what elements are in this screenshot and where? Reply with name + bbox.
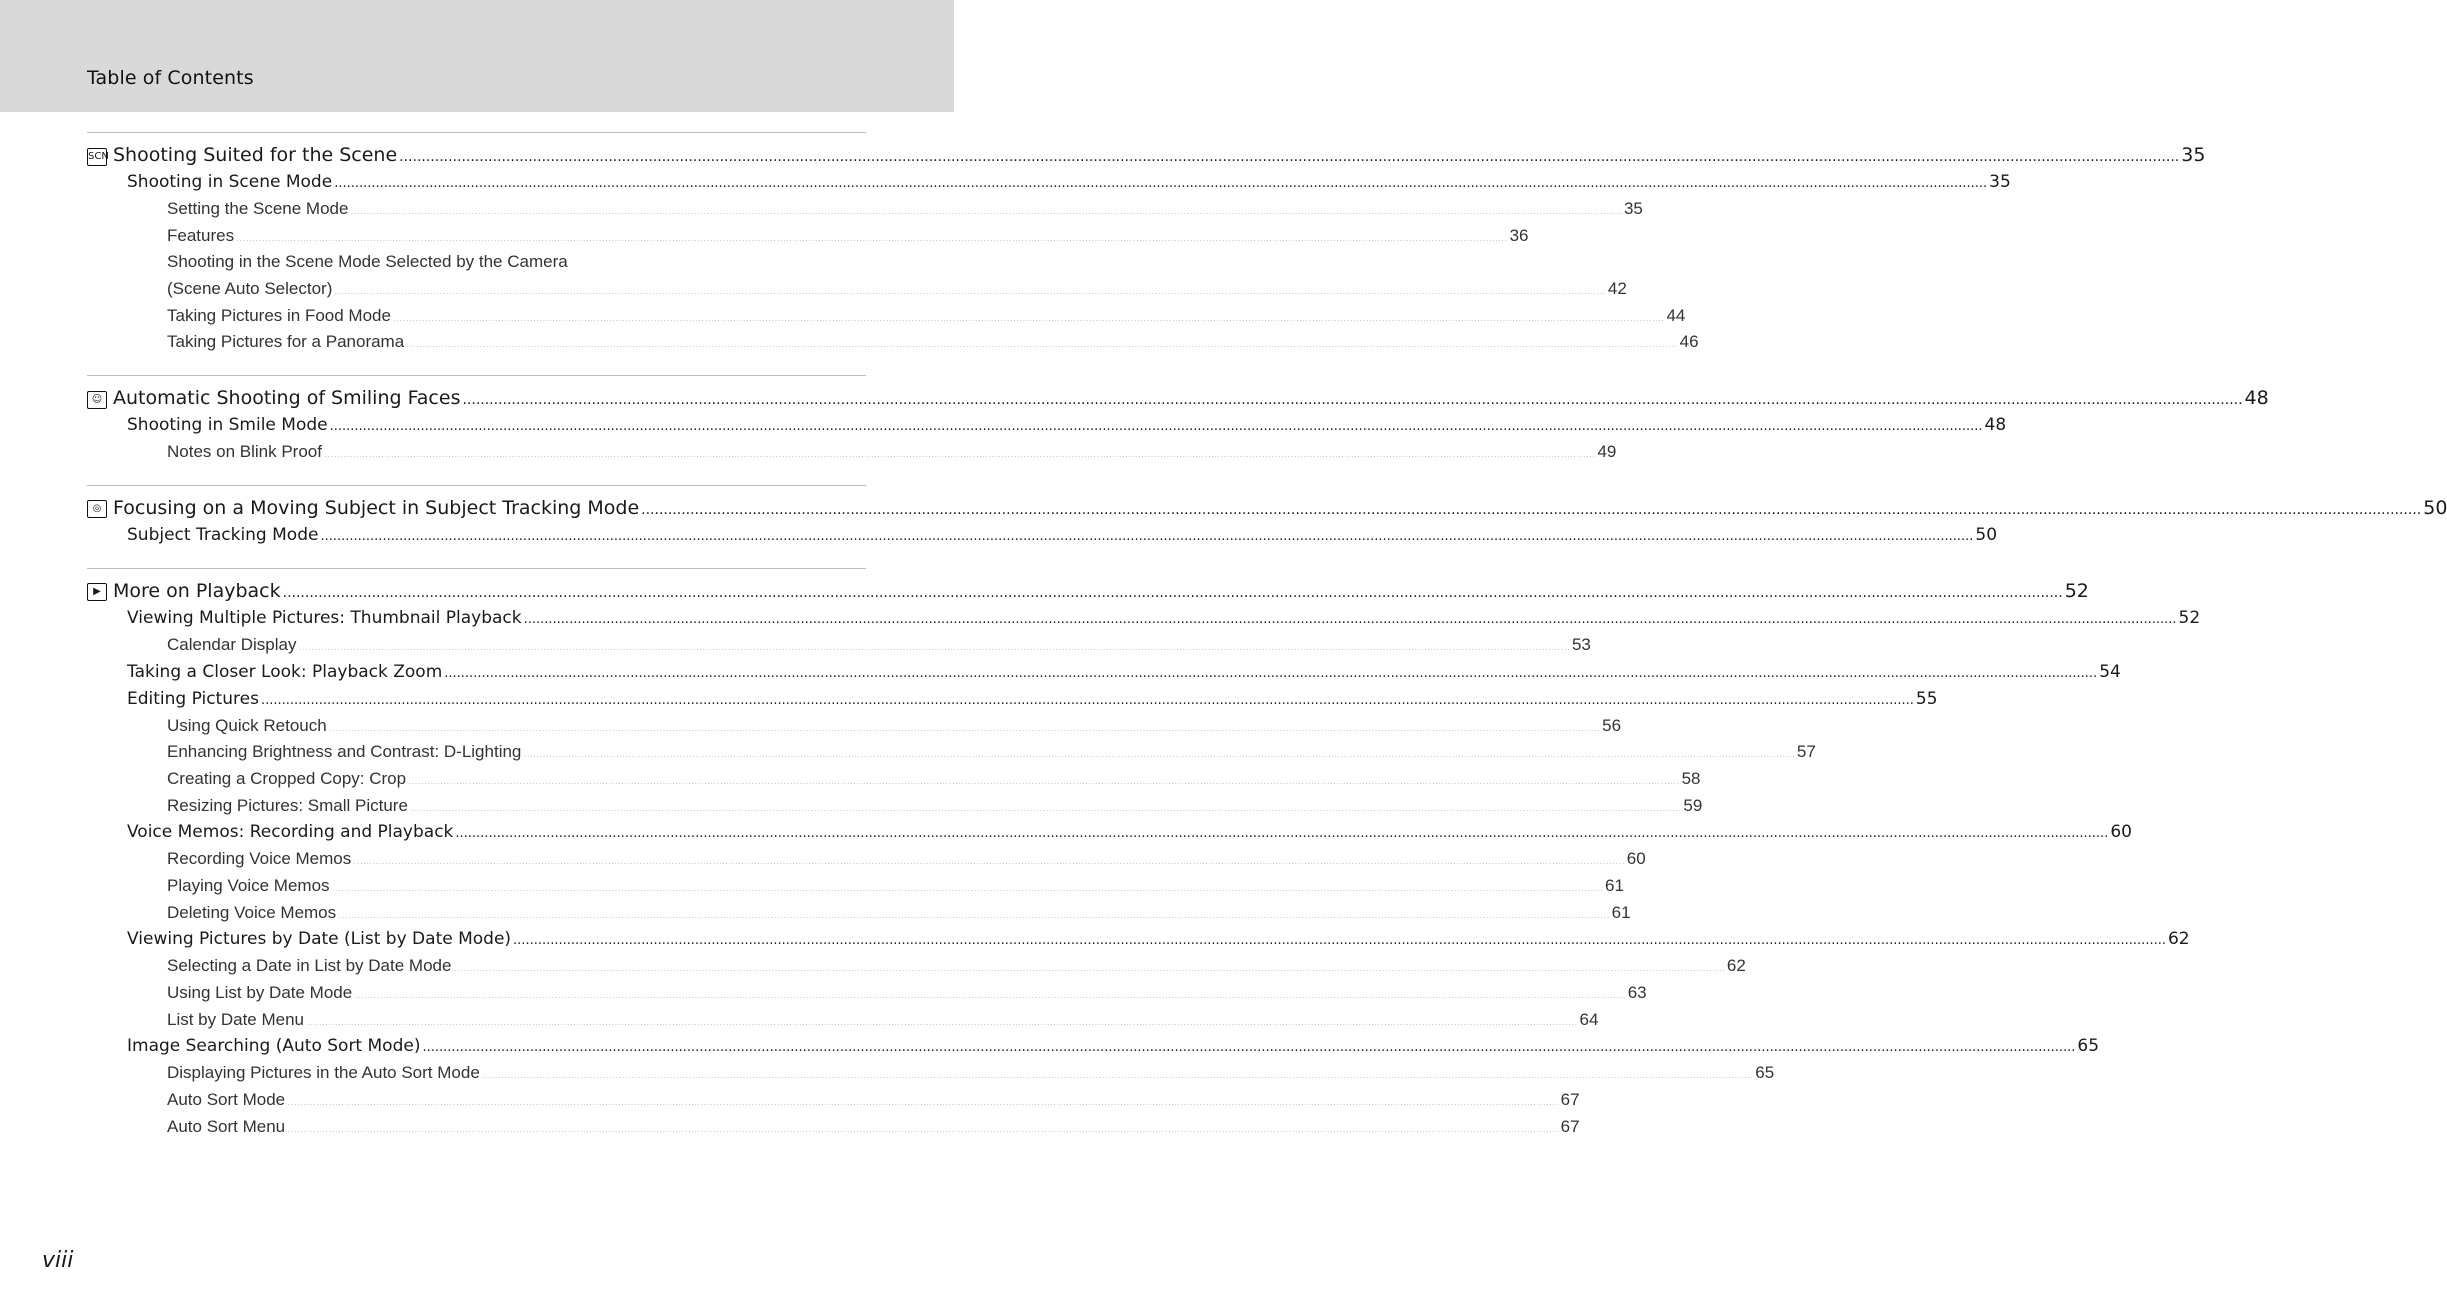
- entry-page-number: 57: [1796, 742, 1816, 762]
- dot-leader: ................................................................................................................................................................................................................................................................................................................................................................................................................: [334, 286, 1606, 298]
- entry-page-number: 58: [1681, 768, 1701, 788]
- chapter-entry[interactable]: [87, 385, 2269, 412]
- entry-title: Displaying Pictures in the Auto Sort Mode: [167, 1063, 480, 1083]
- topic-entry[interactable]: [87, 739, 1816, 766]
- scene-icon: [87, 142, 107, 169]
- entry-page-number: 61: [1605, 875, 1624, 895]
- entry-title: Shooting in Smile Mode: [127, 415, 328, 436]
- dot-leader: ................................................................................................................................................................................................................................................................................................................................................................................................................: [329, 419, 1983, 435]
- subsection-entry[interactable]: [87, 659, 2121, 686]
- entry-title: Enhancing Brightness and Contrast: D-Lighting: [167, 742, 522, 762]
- topic-entry[interactable]: [87, 793, 1703, 820]
- entry-title: Taking Pictures for a Panorama: [167, 332, 405, 352]
- dot-leader: ................................................................................................................................................................................................................................................................................................................................................................................................................: [236, 232, 1508, 244]
- dot-leader: ................................................................................................................................................................................................................................................................................................................................................................................................................: [328, 722, 1601, 734]
- entry-page-number: 44: [1666, 305, 1686, 325]
- entry-title: Subject Tracking Mode: [127, 524, 319, 545]
- topic-entry[interactable]: [87, 439, 1617, 466]
- topic-entry[interactable]: [87, 1114, 1580, 1141]
- entry-title: Shooting Suited for the Scene: [113, 144, 398, 166]
- topic-entry[interactable]: [87, 953, 1746, 980]
- subsection-entry[interactable]: [87, 926, 2190, 953]
- dot-leader: ................................................................................................................................................................................................................................................................................................................................................................................................................: [408, 775, 1680, 787]
- entry-page-number: 55: [1915, 688, 1938, 709]
- entry-page-number: 52: [2178, 607, 2201, 628]
- topic-entry[interactable]: [87, 980, 1647, 1007]
- playback-icon: [87, 578, 107, 605]
- entry-title: Shooting in the Scene Mode Selected by the Camera: [167, 252, 568, 272]
- dot-leader: ................................................................................................................................................................................................................................................................................................................................................................................................................: [287, 1123, 1559, 1135]
- dot-leader: ................................................................................................................................................................................................................................................................................................................................................................................................................: [513, 933, 2166, 949]
- dot-leader: ................................................................................................................................................................................................................................................................................................................................................................................................................: [453, 963, 1725, 975]
- icon-glyph: ▶: [87, 583, 107, 601]
- page-number: viii: [42, 1248, 74, 1273]
- entry-title: Voice Memos: Recording and Playback: [127, 822, 454, 843]
- entry-page-number: 67: [1560, 1090, 1580, 1110]
- entry-page-number: 48: [1984, 415, 2007, 436]
- subsection-entry[interactable]: [87, 169, 2011, 196]
- topic-entry[interactable]: [87, 1060, 1775, 1087]
- chapter-entry[interactable]: [87, 495, 2447, 522]
- entry-page-number: 54: [2099, 661, 2121, 682]
- entry-page-number: 67: [1560, 1116, 1580, 1136]
- dot-leader: ................................................................................................................................................................................................................................................................................................................................................................................................................: [399, 149, 2180, 165]
- entry-title: Features: [167, 225, 235, 245]
- topic-entry[interactable]: [87, 223, 1529, 250]
- entry-page-number: 59: [1683, 795, 1703, 815]
- dot-leader: ................................................................................................................................................................................................................................................................................................................................................................................................................: [406, 339, 1678, 351]
- header-band: [0, 0, 954, 112]
- entry-title: Using List by Date Mode: [167, 983, 353, 1002]
- entry-title: More on Playback: [113, 579, 281, 602]
- topic-entry[interactable]: [87, 249, 866, 276]
- entry-title: List by Date Menu: [167, 1009, 305, 1029]
- subsection-entry[interactable]: [87, 412, 2007, 439]
- entry-page-number: 63: [1627, 983, 1647, 1002]
- entry-title: Creating a Cropped Copy: Crop: [167, 768, 407, 788]
- entry-page-number: 65: [1755, 1063, 1775, 1083]
- entry-title: Automatic Shooting of Smiling Faces: [113, 387, 461, 410]
- entry-title: Viewing Multiple Pictures: Thumbnail Playback: [127, 607, 522, 628]
- entry-page-number: 35: [1989, 172, 2011, 192]
- dot-leader: ................................................................................................................................................................................................................................................................................................................................................................................................................: [287, 1097, 1559, 1109]
- toc-section: [87, 375, 2269, 466]
- entry-page-number: 50: [1975, 524, 1998, 545]
- entry-title: Recording Voice Memos: [167, 849, 352, 869]
- entry-title: Selecting a Date in List by Date Mode: [167, 956, 452, 976]
- icon-glyph: ☺: [87, 391, 107, 409]
- subsection-entry[interactable]: [87, 686, 1938, 713]
- dot-leader: ................................................................................................................................................................................................................................................................................................................................................................................................................: [462, 392, 2243, 409]
- topic-entry[interactable]: [87, 713, 1622, 740]
- subsection-entry[interactable]: [87, 819, 2132, 846]
- entry-page-number: 36: [1509, 225, 1529, 245]
- icon-glyph: ◎: [87, 500, 107, 518]
- dot-leader: ................................................................................................................................................................................................................................................................................................................................................................................................................: [392, 312, 1665, 324]
- entry-page-number: 42: [1607, 279, 1627, 299]
- icon-glyph: SCN: [87, 148, 107, 166]
- toc-section: [87, 485, 2447, 549]
- dot-leader: ................................................................................................................................................................................................................................................................................................................................................................................................................: [353, 856, 1625, 868]
- page-title: Table of Contents: [87, 67, 254, 89]
- dot-leader: ................................................................................................................................................................................................................................................................................................................................................................................................................: [455, 826, 2109, 842]
- entry-page-number: 60: [2110, 822, 2132, 843]
- topic-entry[interactable]: [87, 900, 1631, 927]
- subject-tracking-icon: [87, 495, 107, 522]
- entry-title: Notes on Blink Proof: [167, 442, 322, 462]
- topic-entry[interactable]: [87, 196, 1643, 223]
- dot-leader: ................................................................................................................................................................................................................................................................................................................................................................................................................: [422, 1040, 2076, 1056]
- entry-page-number: 46: [1679, 332, 1699, 352]
- entry-page-number: 53: [1571, 634, 1591, 654]
- entry-page-number: 35: [1623, 199, 1643, 218]
- dot-leader: ................................................................................................................................................................................................................................................................................................................................................................................................................: [338, 909, 1610, 921]
- chapter-entry[interactable]: [87, 578, 2089, 605]
- topic-entry[interactable]: [87, 303, 1686, 330]
- entry-page-number: 56: [1602, 715, 1622, 735]
- topic-entry[interactable]: [87, 1007, 1599, 1034]
- entry-title: Setting the Scene Mode: [167, 199, 349, 218]
- toc-section: [87, 568, 2201, 1141]
- topic-entry[interactable]: [87, 329, 1699, 356]
- dot-leader: ................................................................................................................................................................................................................................................................................................................................................................................................................: [260, 692, 1914, 708]
- dot-leader: ................................................................................................................................................................................................................................................................................................................................................................................................................: [641, 501, 2422, 518]
- dot-leader: ................................................................................................................................................................................................................................................................................................................................................................................................................: [298, 641, 1570, 653]
- topic-entry[interactable]: [87, 846, 1646, 873]
- entry-page-number: 49: [1597, 442, 1617, 462]
- entry-title: Shooting in Scene Mode: [127, 172, 333, 192]
- entry-title: Using Quick Retouch: [167, 715, 327, 735]
- dot-leader: ................................................................................................................................................................................................................................................................................................................................................................................................................: [323, 449, 1596, 461]
- topic-entry[interactable]: [87, 1087, 1580, 1114]
- entry-title: Auto Sort Mode: [167, 1090, 286, 1110]
- entry-title: Editing Pictures: [127, 688, 259, 709]
- entry-page-number: 52: [2064, 579, 2089, 602]
- entry-page-number: 35: [2181, 144, 2206, 166]
- dot-leader: ................................................................................................................................................................................................................................................................................................................................................................................................................: [523, 749, 1795, 761]
- entry-page-number: 60: [1626, 849, 1646, 869]
- dot-leader: ................................................................................................................................................................................................................................................................................................................................................................................................................: [350, 206, 1622, 217]
- dot-leader: ................................................................................................................................................................................................................................................................................................................................................................................................................: [523, 611, 2177, 627]
- dot-leader: ................................................................................................................................................................................................................................................................................................................................................................................................................: [334, 176, 1988, 191]
- subsection-entry[interactable]: [87, 605, 2201, 632]
- dot-leader: ................................................................................................................................................................................................................................................................................................................................................................................................................: [354, 990, 1626, 1001]
- topic-entry[interactable]: [87, 873, 1624, 900]
- entry-page-number: 64: [1579, 1009, 1599, 1029]
- entry-title: Playing Voice Memos: [167, 875, 330, 895]
- chapter-entry[interactable]: [87, 142, 2206, 169]
- entry-title: Focusing on a Moving Subject in Subject Tracking Mode: [113, 496, 640, 519]
- dot-leader: ................................................................................................................................................................................................................................................................................................................................................................................................................: [331, 882, 1604, 894]
- dot-leader: ................................................................................................................................................................................................................................................................................................................................................................................................................: [282, 584, 2063, 601]
- entry-page-number: 48: [2244, 387, 2269, 410]
- subsection-entry[interactable]: [87, 1033, 2100, 1060]
- dot-leader: ................................................................................................................................................................................................................................................................................................................................................................................................................: [481, 1070, 1754, 1082]
- entry-title: Calendar Display: [167, 634, 297, 654]
- dot-leader: ................................................................................................................................................................................................................................................................................................................................................................................................................: [444, 665, 2098, 681]
- entry-title: Taking a Closer Look: Playback Zoom: [127, 661, 443, 682]
- entry-title: Taking Pictures in Food Mode: [167, 305, 391, 325]
- toc-section: [87, 132, 2206, 356]
- topic-entry[interactable]: [87, 276, 1627, 303]
- entry-page-number: 62: [1726, 956, 1746, 976]
- dot-leader: ................................................................................................................................................................................................................................................................................................................................................................................................................: [306, 1016, 1578, 1028]
- subsection-entry[interactable]: [87, 522, 1998, 549]
- smile-icon: [87, 385, 107, 412]
- entry-title: Deleting Voice Memos: [167, 902, 337, 922]
- entry-title: Auto Sort Menu: [167, 1116, 286, 1136]
- entry-page-number: 61: [1611, 902, 1631, 922]
- dot-leader: ................................................................................................................................................................................................................................................................................................................................................................................................................: [320, 528, 1974, 544]
- entry-title: Image Searching (Auto Sort Mode): [127, 1036, 421, 1057]
- topic-entry[interactable]: [87, 632, 1591, 659]
- entry-page-number: 65: [2077, 1036, 2100, 1057]
- table-of-contents: [87, 132, 2447, 1140]
- entry-page-number: 50: [2423, 496, 2447, 519]
- dot-leader: ................................................................................................................................................................................................................................................................................................................................................................................................................: [409, 802, 1682, 814]
- entry-title: Viewing Pictures by Date (List by Date Mode): [127, 929, 512, 950]
- topic-entry[interactable]: [87, 766, 1701, 793]
- entry-title: Resizing Pictures: Small Picture: [167, 795, 408, 815]
- entry-page-number: 62: [2167, 929, 2190, 950]
- entry-title: (Scene Auto Selector): [167, 279, 333, 299]
